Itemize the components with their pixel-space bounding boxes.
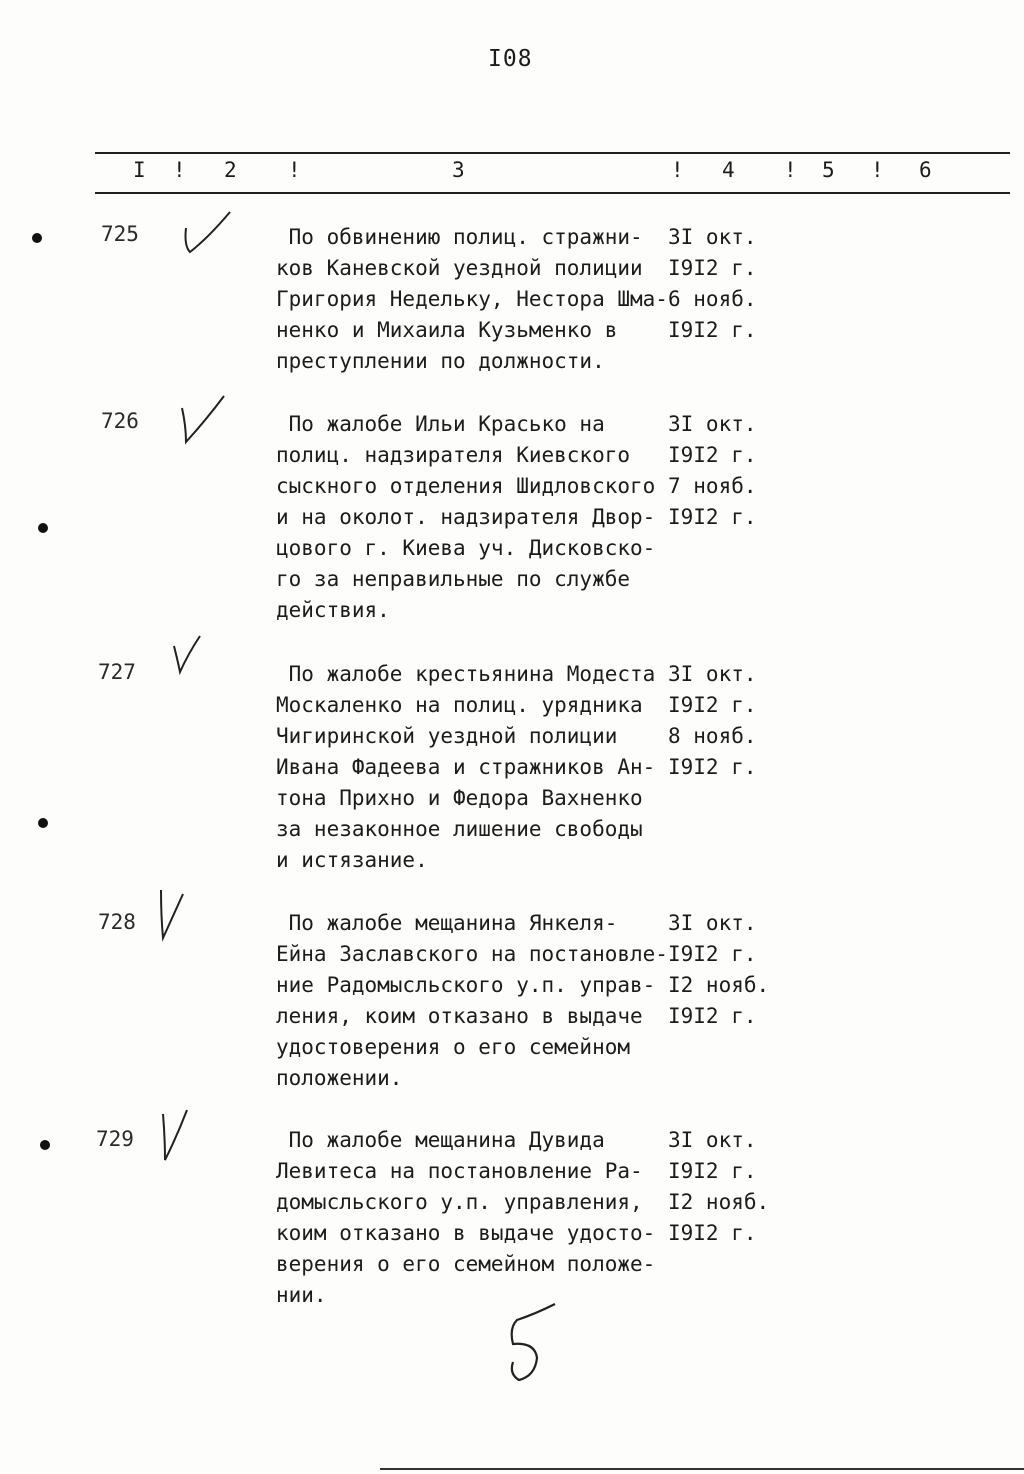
- header-col-2: 2: [224, 158, 237, 182]
- entry-number: 726: [101, 409, 139, 433]
- entry-dates: 3I окт. I9I2 г. I2 нояб. I9I2 г.: [668, 1128, 770, 1245]
- header-sep: !: [671, 158, 684, 182]
- checkmark-icon: [170, 632, 210, 678]
- binding-hole: [40, 1140, 50, 1150]
- handwritten-number-mark: [495, 1300, 565, 1384]
- entry-description: По жалобе Ильи Красько на полиц. надзирателя Киевского сыскного отделения Шидловского и на околот. надзирателя Двор- цового г. Киева уч. Дисковско- го за неправильные по службе действия.: [276, 412, 656, 622]
- table-rule-top: [95, 152, 1010, 154]
- checkmark-icon: [176, 392, 236, 448]
- table-rule-bottom: [95, 192, 1010, 194]
- entry-description: По жалобе мещанина Янкеля- Ейна Заславского на постановле- ние Радомысльского у.п. управ- ления, коим отказано в выдаче удостоверения о его семейном положении.: [276, 911, 668, 1090]
- entry-description: По жалобе мещанина Дувида Левитеса на постановление Ра- домысльского у.п. управления, коим отказано в выдаче удосто- верения о его семейном положе- нии.: [276, 1128, 656, 1307]
- entry-number: 729: [96, 1127, 134, 1151]
- checkmark-icon: [157, 1106, 197, 1164]
- entry-dates: 3I окт. I9I2 г. 8 нояб. I9I2 г.: [668, 662, 757, 779]
- header-col-1: I: [133, 158, 146, 182]
- entry-description: По обвинению полиц. стражни- ков Каневской уездной полиции Григория Недельку, Нестора Шма- ненко и Михаила Кузьменко в преступлении по должности.: [276, 225, 668, 373]
- binding-hole: [38, 523, 48, 533]
- checkmark-icon: [155, 886, 195, 944]
- entry-dates: 3I окт. I9I2 г. 6 нояб. I9I2 г.: [668, 225, 757, 342]
- header-col-3: 3: [452, 158, 465, 182]
- checkmark-icon: [178, 208, 238, 258]
- entry-description: По жалобе крестьянина Модеста Москаленко на полиц. урядника Чигиринской уездной полиции Ивана Фадеева и стражников Ан- тона Прихно и Федора Вахненко за незаконное лишение свободы и истязание.: [276, 662, 656, 872]
- bottom-rule: [380, 1468, 1024, 1470]
- header-col-4: 4: [722, 158, 735, 182]
- binding-hole: [38, 818, 48, 828]
- header-sep: !: [288, 158, 301, 182]
- header-sep: !: [871, 158, 884, 182]
- header-col-6: 6: [919, 158, 932, 182]
- entry-dates: 3I окт. I9I2 г. I2 нояб. I9I2 г.: [668, 911, 770, 1028]
- header-col-5: 5: [822, 158, 835, 182]
- entry-number: 727: [98, 660, 136, 684]
- binding-hole: [32, 233, 42, 243]
- header-sep: !: [173, 158, 186, 182]
- entry-number: 728: [98, 910, 136, 934]
- page-number: I08: [488, 46, 533, 72]
- entry-number: 725: [101, 222, 139, 246]
- header-sep: !: [784, 158, 797, 182]
- entry-dates: 3I окт. I9I2 г. 7 нояб. I9I2 г.: [668, 412, 757, 529]
